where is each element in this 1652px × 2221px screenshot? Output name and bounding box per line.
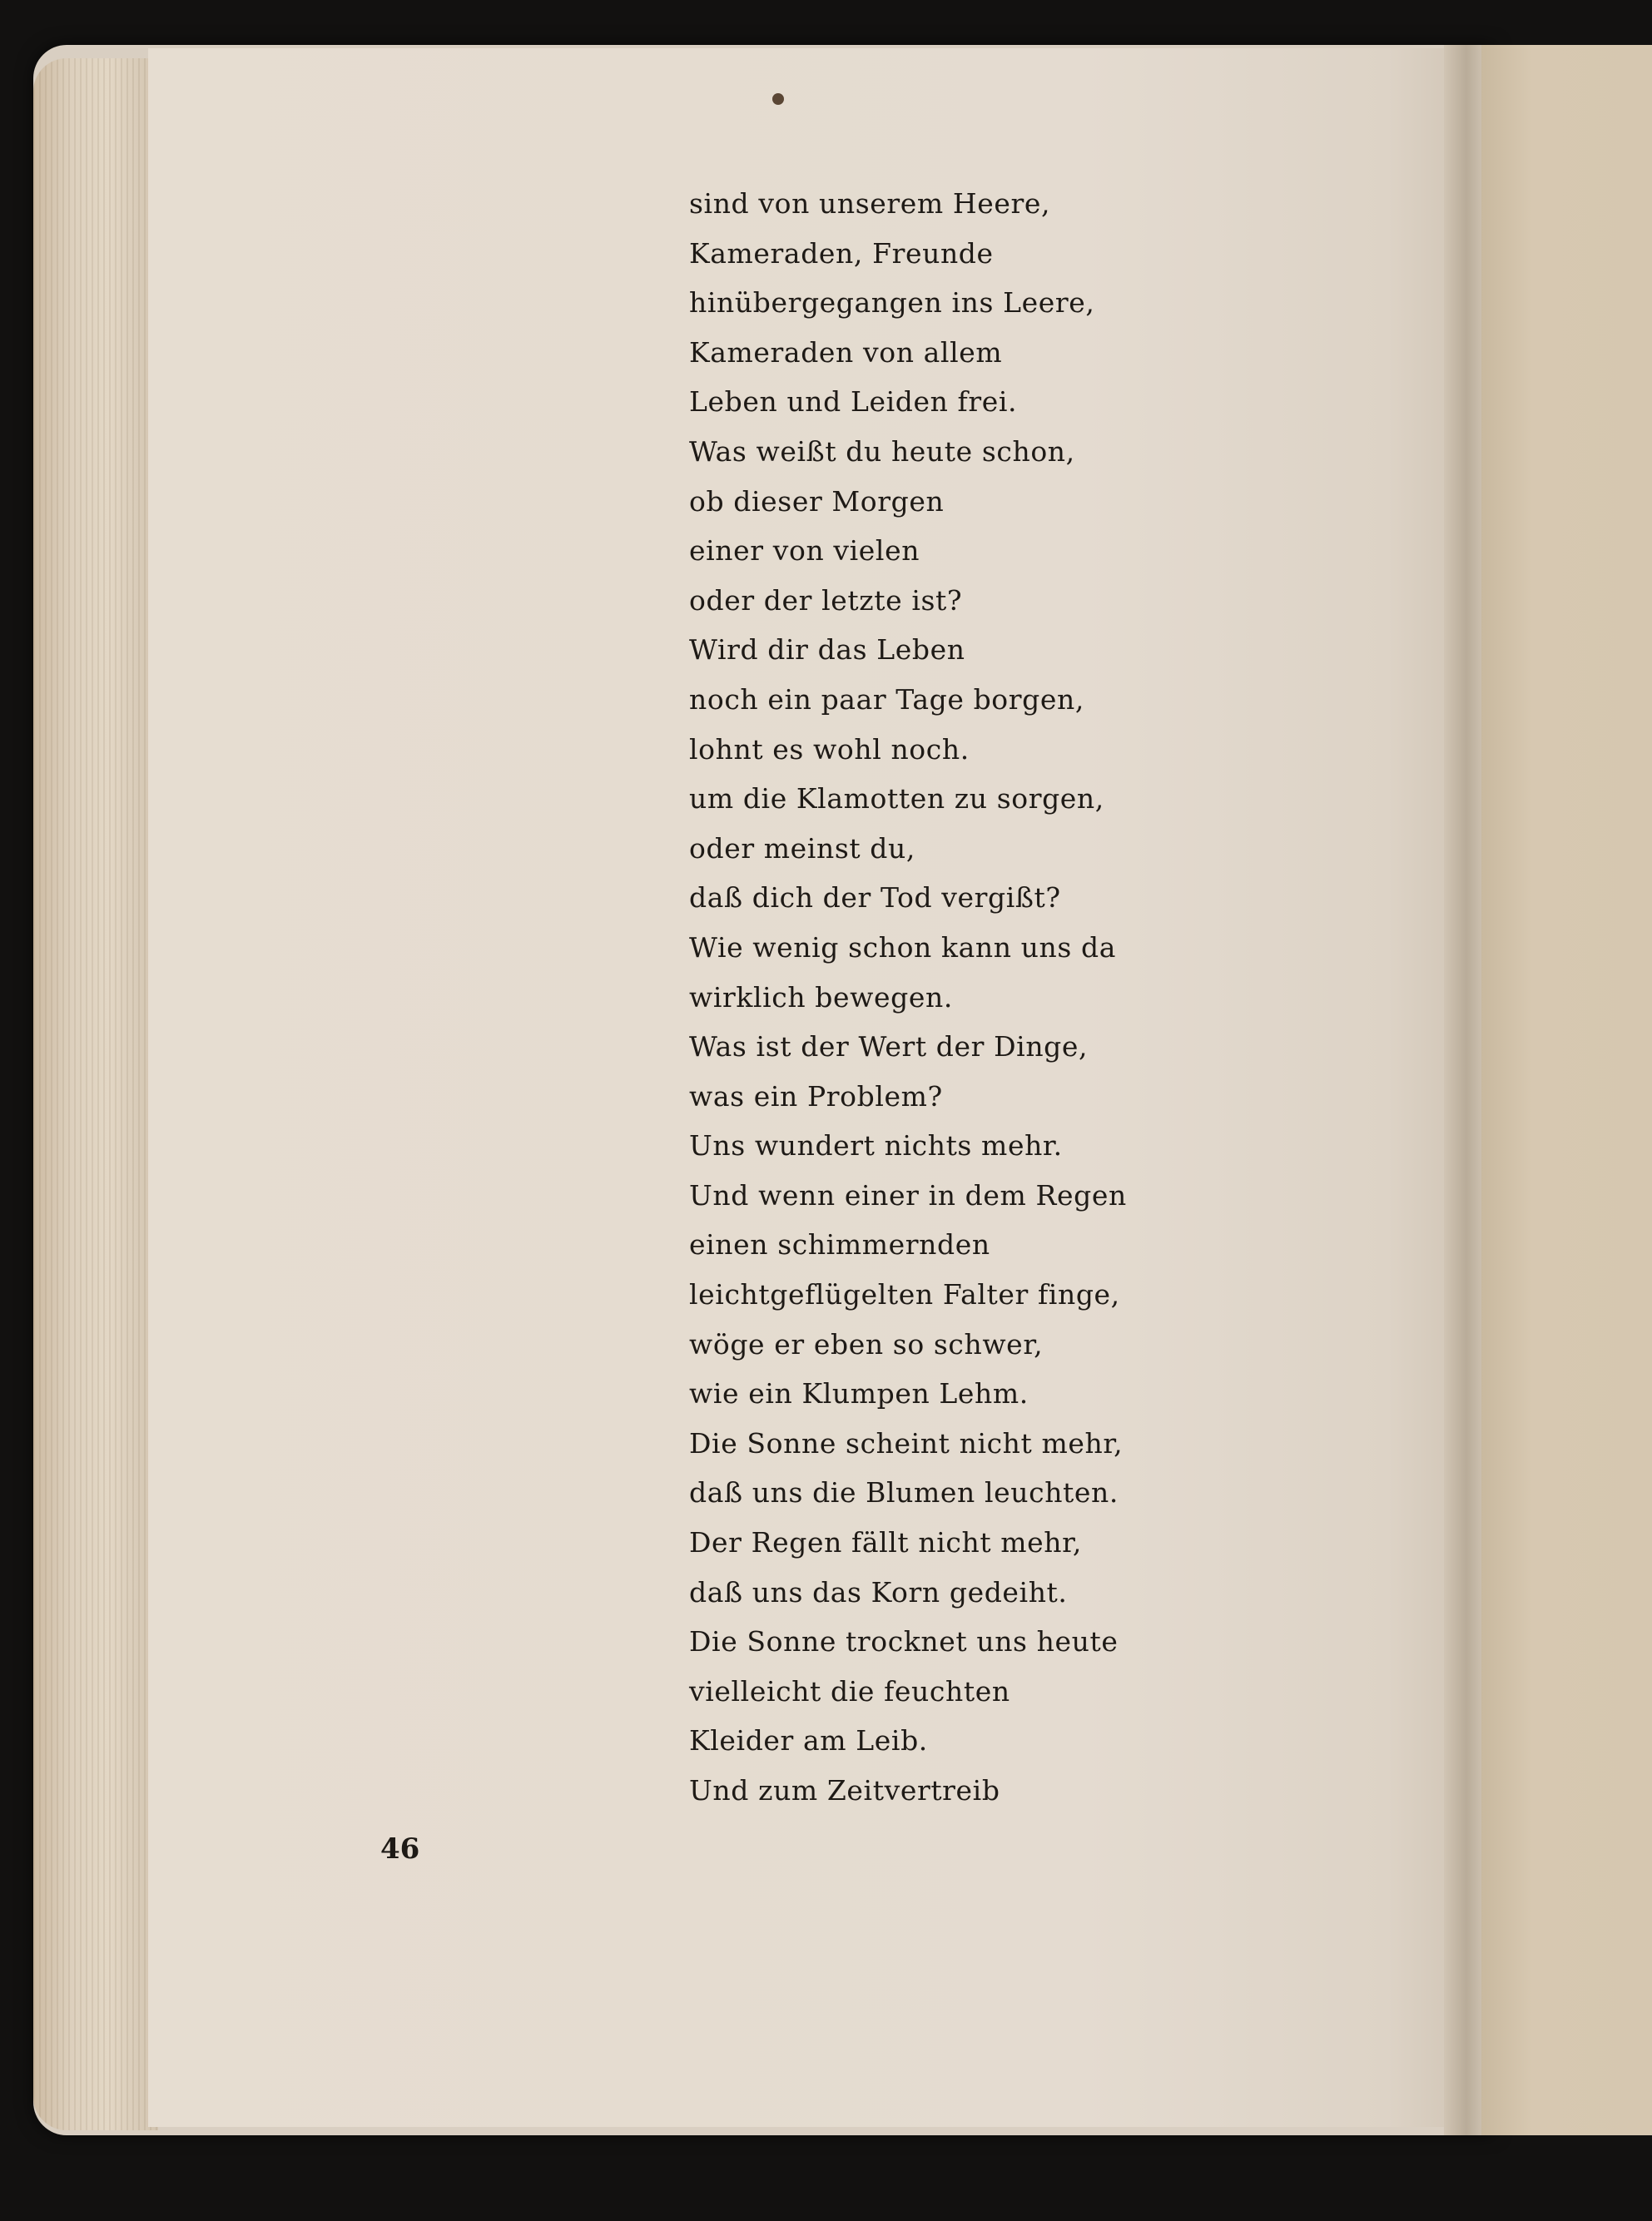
right-page-edge [1481,45,1652,2135]
poem-line: oder der letzte ist? [689,583,963,617]
poem-line: lohnt es wohl noch. [689,732,970,766]
poem-line: daß uns die Blumen leuchten. [689,1476,1119,1510]
poem-line: sind von unserem Heere, [689,187,1051,220]
poem-line: Und zum Zeitvertreib [689,1774,1000,1807]
poem-line: oder meinst du, [689,831,915,865]
poem-line: Kameraden von allem [689,335,1003,369]
page-number: 46 [380,1832,420,1866]
poem-line: daß dich der Tod vergißt? [689,881,1061,915]
poem-line: was ein Problem? [689,1079,943,1113]
poem-line: Und wenn einer in dem Regen [689,1178,1127,1212]
poem-line: wirklich bewegen. [689,980,953,1014]
poem-line: einer von vielen [689,534,920,568]
poem-line: daß uns das Korn gedeiht. [689,1575,1068,1609]
poem-line: noch ein paar Tage borgen, [689,682,1084,716]
poem-text [689,179,1272,1816]
poem-line: Die Sonne trocknet uns heute [689,1625,1119,1658]
poem-line: Der Regen fällt nicht mehr, [689,1526,1082,1559]
poem-line: einen schimmernden [689,1228,990,1262]
poem-line: Leben und Leiden frei. [689,385,1018,419]
poem-line: hinübergegangen ins Leere, [689,286,1095,320]
poem-line: um die Klamotten zu sorgen, [689,782,1104,816]
poem-line: ob dieser Morgen [689,484,945,518]
poem-line: leichtgeflügelten Falter finge, [689,1278,1120,1311]
poem-line: Was ist der Wert der Dinge, [689,1030,1089,1063]
poem-line: Die Sonne scheint nicht mehr, [689,1426,1124,1460]
book-gutter [1444,45,1481,2135]
poem-line: wie ein Klumpen Lehm. [689,1377,1029,1410]
ink-dot [772,93,784,105]
poem-line: Was weißt du heute schon, [689,434,1075,468]
poem-line: Wie wenig schon kann uns da [689,930,1116,964]
poem-line: Uns wundert nichts mehr. [689,1129,1063,1163]
page-edges [33,58,158,2130]
poem-line: Kleider am Leib. [689,1724,928,1757]
poem-line: Wird dir das Leben [689,633,965,667]
poem-line: Kameraden, Freunde [689,236,994,270]
poem-line: wöge er eben so schwer, [689,1327,1044,1361]
poem-line: vielleicht die feuchten [689,1674,1010,1708]
